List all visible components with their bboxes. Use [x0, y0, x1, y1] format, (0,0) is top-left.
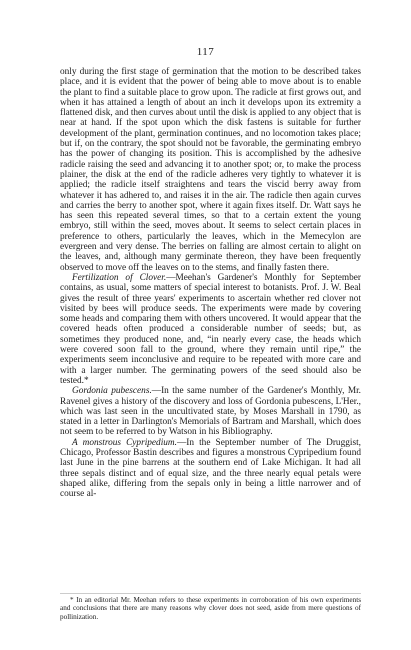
- paragraph-clover-text: —Meehan's Gardener's Monthly for September contains, as usual, some matters of special interest to botanists. Prof. J. W. Beal gives the result of three years' experiments to ascertain whether red clover not visited by bees will produce seeds. The experiments were made by covering some heads and comparing them with others uncovered. It would appear that the covered heads often produced a considerable number of seeds; but, as sometimes they produced none, and, “in nearly every case, the heads which were covered soon fall to the ground, where they remain until ripe,” the experiments seem inconclusive and require to be repeated with more care and with a larger number. The germinating powers of the seed should also be tested.*: [60, 272, 361, 386]
- footnote: [60, 596, 361, 621]
- footnote-rule: [60, 593, 361, 594]
- page-number: 117: [196, 46, 215, 58]
- paragraph-gordonia-text: —In the same number of the Gardener's Monthly, Mr. Ravenel gives a history of the discovery and loss of Gordonia pubescens, L'Her., which was last seen in the uncultivated state, by Moses Marshall in 1790, as stated in a letter in Darlington's Memorials of Bartram and Marshall, which does not seem to be referred to by Watson in his Bibliography.: [60, 386, 361, 438]
- body-text: [60, 67, 361, 499]
- footnote-text: * In an editorial Mr. Meehan refers to these experiments in corroboration of his own experiments and conclusions that there are many reasons why clover does not seed, aside from mere questions of pollinization.: [60, 596, 361, 621]
- section-heading-clover: Fertilization of Clover.: [72, 272, 167, 283]
- paragraph-gordonia: [60, 386, 361, 437]
- paragraph-germination: only during the first stage of germination that the motion to be described takes place, and it is evident that the power of being able to move about is to enable the plant to find a suitable place to grow upon. The radicle at first grows out, and when it has attained a length of about an inch it develops upon its extremity a flattened disk, and then curves about until the disk is applied to any object that is near at hand. If the spot upon which the disk fastens is suitable for further development of the plant, germination continues, and no locomotion takes place; but if, on the contrary, the spot should not be favorable, the germinating embryo has the power of changing its position. This is accomplished by the adhesive radicle raising the seed and advancing it to another spot; or, to make the process plainer, the disk at the end of the radicle adheres very tightly to whatever it is applied; the radicle itself straightens and tears the viscid berry away from whatever it has adhered to, and raises it in the air. The radicle then again curves and carries the berry to another spot, where it again fixes itself. Dr. Watt says he has seen this repeated several times, so that to a certain extent the young embryo, still within the seed, moves about. It seems to select certain places in preference to others, particularly the leaves, which in the Memecylon are evergreen and very dense. The berries on falling are almost certain to alight on the leaves, and, although many germinate thereon, they have been frequently observed to move off the leaves on to the stems, and finally fasten there.: [60, 67, 361, 273]
- section-heading-gordonia: Gordonia pubescens.: [72, 386, 152, 397]
- section-heading-cypripedium: A monstrous Cypripedium.: [72, 437, 177, 448]
- paragraph-cypripedium: [60, 438, 361, 500]
- paragraph-cypripedium-text: —In the September number of The Druggist, Chicago, Professor Bastin describes and figures a monstrous Cypripedium found last June in the pine barrens at the southern end of Lake Michigan. It had all three sepals distinct and of equal size, and the three nearly equal petals were shaped alike, differing from the sepals only in being a little narrower and of course al-: [60, 437, 361, 500]
- paragraph-clover: [60, 273, 361, 386]
